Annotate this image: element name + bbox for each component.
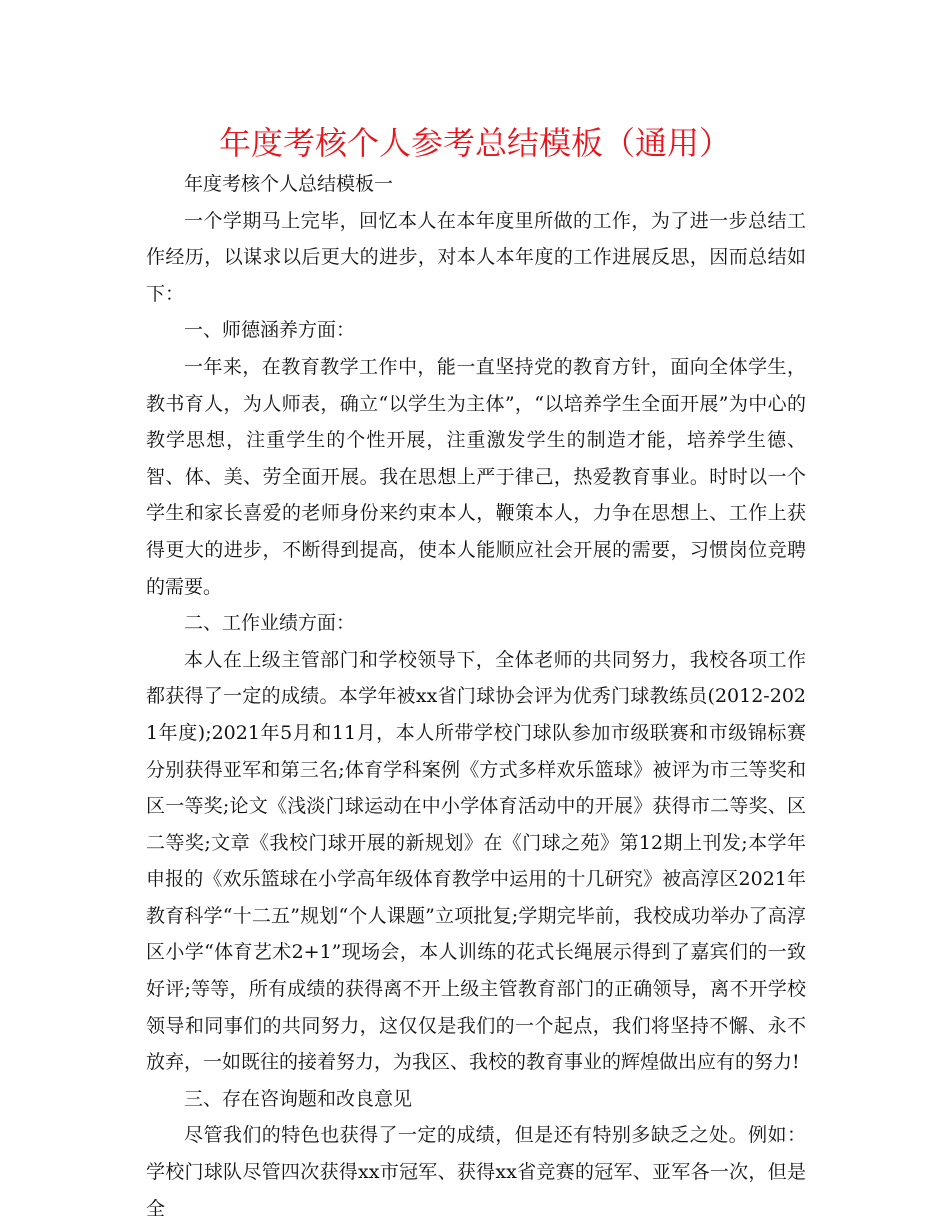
achievements-paragraph: 本人在上级主管部门和学校领导下，全体老师的共同努力，我校各项工作都获得了一定的成绩。本学年被xx省门球协会评为优秀门球教练员(2012-2021年度);2021年5月和11月，本人所带学校门球队参加市级联赛和市级锦标赛分别获得亚军和第三名;体育学科案例《方式多样欢乐篮球》被评为市三等奖和区一等奖;论文《浅淡门球运动在中小学体育活动中的开展》获得市二等奖、区二等奖;文章《我校门球开展的新规划》在《门球之苑》第12期上刊发;本学年申报的《欢乐篮球在小学高年级体育教学中运用的十几研究》被高淳区2021年教育科学“十二五”规划“个人课题”立项批复;学期完毕前，我校成功举办了高淳区小学“体育艺术2+1”现场会，本人训练的花式长绳展示得到了嘉宾们的一致好评;等等，所有成绩的获得离不开上级主管教育部门的正确领导，离不开学校领导和同事们的共同努力，这仅仅是我们的一个起点，我们将坚持不懈、永不放弃，一如既往的接着努力，为我区、我校的教育事业的辉煌做出应有的努力! (146, 648, 806, 1074)
ethics-paragraph: 一年来，在教育教学工作中，能一直坚持党的教育方针，面向全体学生，教书育人，为人师表，确立“以学生为主体”，“以培养学生全面开展”为中心的教学思想，注重学生的个性开展，注重激发学生的制造才能，培养学生德、智、体、美、劳全面开展。我在思想上严于律己，热爱教育事业。时时以一个学生和家长喜爱的老师身份来约束本人，鞭策本人，力争在思想上、工作上获得更大的进步，不断得到提高，使本人能顺应社会开展的需要，习惯岗位竞聘的需要。 (146, 355, 806, 598)
document-body (146, 166, 806, 1227)
document-title: 年度考核个人参考总结模板（通用） (218, 124, 731, 162)
section-heading-achievements: 二、工作业绩方面： (184, 612, 356, 635)
section-heading-problems: 三、存在咨询题和改良意见 (184, 1087, 413, 1110)
section-heading-ethics: 一、师德涵养方面： (184, 319, 356, 342)
intro-paragraph: 一个学期马上完毕，回忆本人在本年度里所做的工作，为了进一步总结工作经历，以谋求以后更大的进步，对本人本年度的工作进展反思，因而总结如下： (146, 209, 806, 305)
problems-paragraph: 尽管我们的特色也获得了一定的成绩，但是还有特别多缺乏之处。例如：学校门球队尽管四次获得xx市冠军、获得xx省竞赛的冠军、亚军各一次，但是全 (146, 1124, 806, 1220)
subtitle-paragraph: 年度考核个人总结模板一 (184, 173, 394, 195)
